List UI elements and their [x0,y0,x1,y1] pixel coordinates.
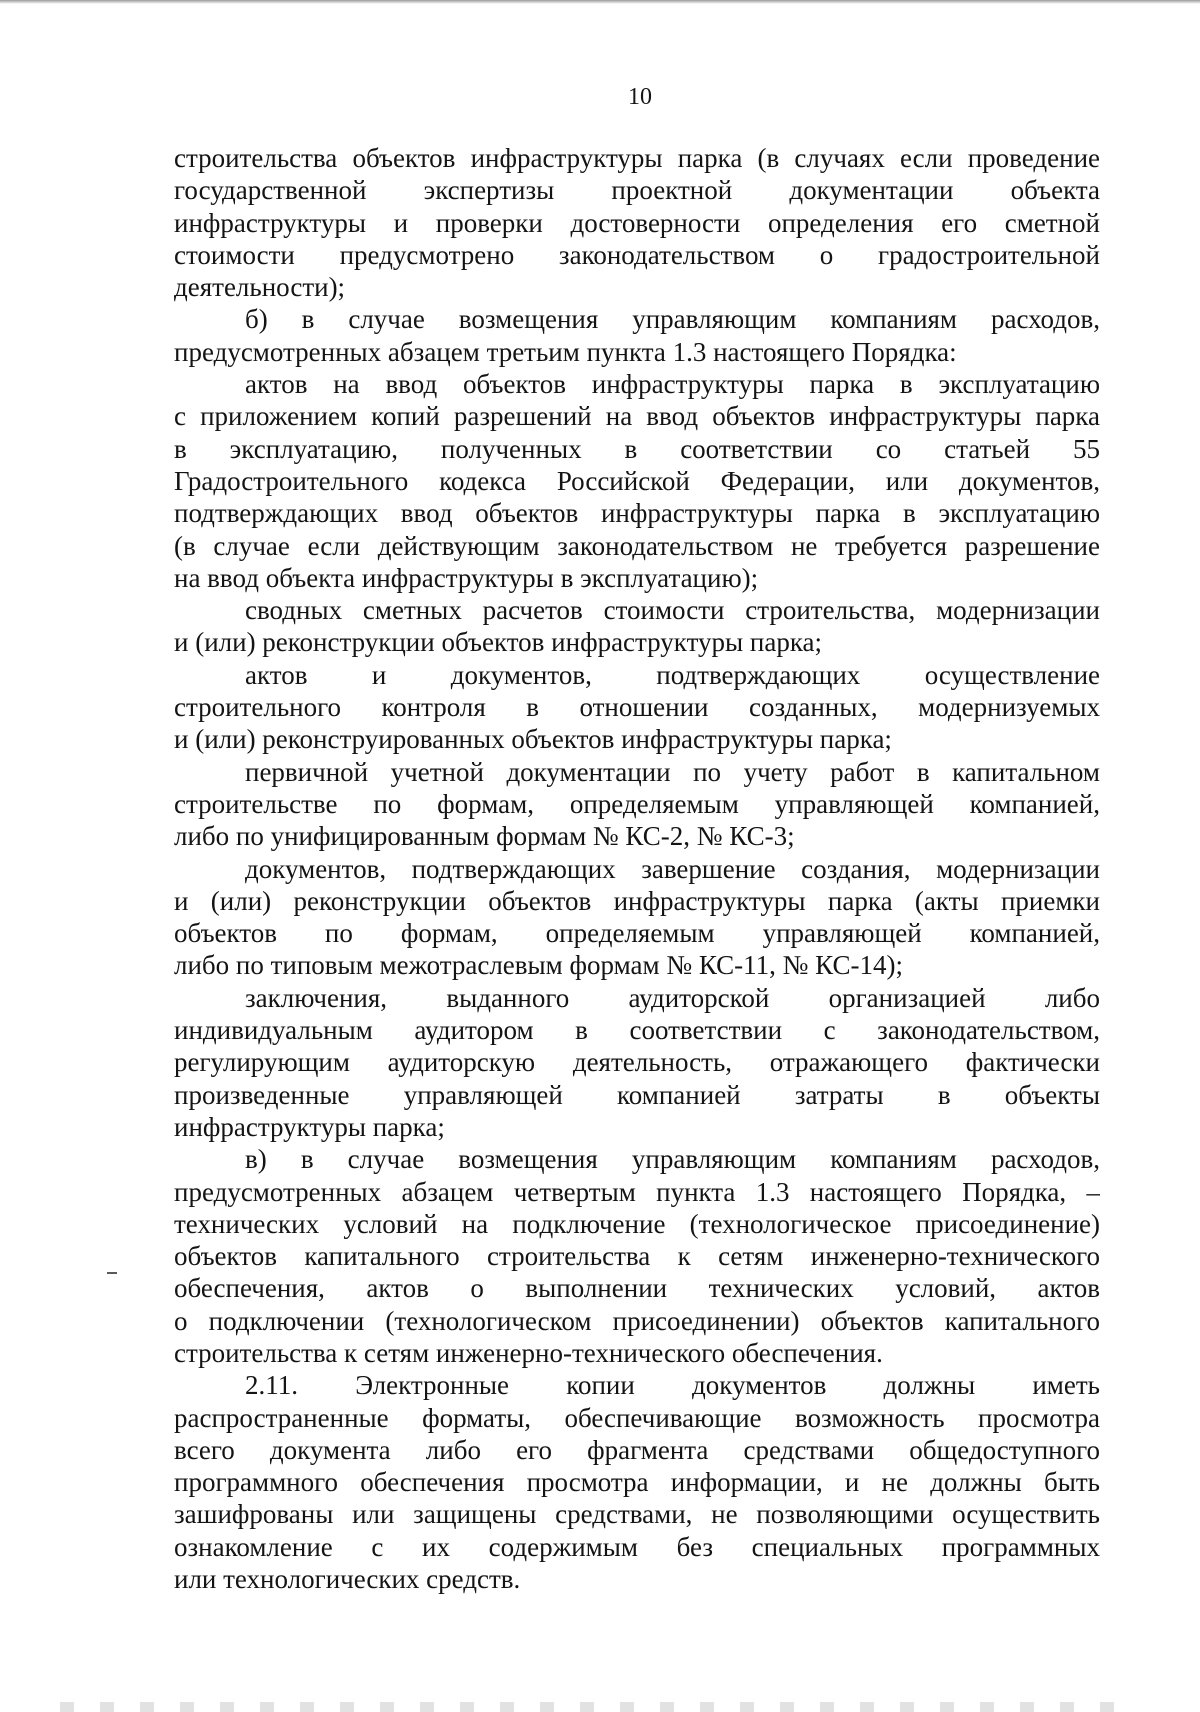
text-line: б) в случае возмещения управляющим компаниям расходов, [245,304,1100,335]
text-line: либо по типовым межотраслевым формам № КС-11, № КС-14); [174,950,903,981]
text-line: в эксплуатацию, полученных в соответствии со статьей 55 [174,433,1100,464]
text-line: на ввод объекта инфраструктуры в эксплуатацию); [174,562,759,593]
text-line: подтверждающих ввод объектов инфраструктуры парка в эксплуатацию [174,498,1100,529]
text-line: актов и документов, подтверждающих осуществление [245,659,1100,690]
text-line: стоимости предусмотрено законодательством о градостроительной [174,239,1100,270]
text-line: или технологических средств. [174,1564,521,1595]
text-line: зашифрованы или защищены средствами, не позволяющими осуществить [174,1499,1100,1530]
text-line: объектов по формам, определяемым управляющей компанией, [174,918,1100,949]
text-line: инфраструктуры и проверки достоверности определения его сметной [174,207,1100,238]
text-line: и (или) реконструированных объектов инфраструктуры парка; [174,724,892,755]
text-line: и (или) реконструкции объектов инфраструктуры парка; [174,627,823,658]
text-line: Градостроительного кодекса Российской Федерации, или документов, [174,465,1100,496]
text-line: распространенные форматы, обеспечивающие возможность просмотра [174,1402,1100,1433]
text-line: документов, подтверждающих завершение создания, модернизации [245,853,1100,884]
text-line: строительства к сетям инженерно-технического обеспечения. [174,1337,883,1368]
text-line: 2.11. Электронные копии документов должны иметь [245,1370,1100,1401]
text-line: объектов капитального строительства к сетям инженерно-технического [174,1241,1100,1272]
text-line: в) в случае возмещения управляющим компаниям расходов, [245,1144,1100,1175]
text-line: государственной экспертизы проектной документации объекта [174,175,1100,206]
text-line: строительства объектов инфраструктуры парка (в случаях если проведение [174,143,1100,173]
text-line: регулирующим аудиторскую деятельность, отражающего фактически [174,1047,1100,1078]
text-line: заключения, выданного аудиторской организацией либо [245,982,1100,1013]
text-line: и (или) реконструкции объектов инфраструктуры парка (акты приемки [174,885,1100,916]
text-line: о подключении (технологическом присоединении) объектов капитального [174,1305,1100,1336]
text-line: произведенные управляющей компанией затраты в объекты [174,1079,1100,1110]
text-line: (в случае если действующим законодательством не требуется разрешение [174,530,1100,561]
text-line: деятельности); [174,272,346,303]
text-line: первичной учетной документации по учету работ в капитальном [245,756,1100,787]
document-body [174,142,1100,1595]
text-line: предусмотренных абзацем третьим пункта 1.3 настоящего Порядка: [174,336,957,367]
text-line: либо по унифицированным формам № КС-2, № КС-3; [174,821,795,852]
text-line: актов на ввод объектов инфраструктуры парка в эксплуатацию [245,369,1100,400]
text-line: предусмотренных абзацем четвертым пункта 1.3 настоящего Порядка, – [174,1176,1100,1207]
text-line: индивидуальным аудитором в соответствии с законодательством, [174,1015,1100,1046]
text-line: сводных сметных расчетов стоимости строительства, модернизации [245,595,1100,626]
text-line: строительного контроля в отношении созданных, модернизуемых [174,692,1100,723]
margin-mark [107,1272,117,1274]
text-line: строительстве по формам, определяемым управляющей компанией, [174,788,1100,819]
text-line: инфраструктуры парка; [174,1111,445,1142]
page-number: 10 [628,84,652,110]
text-line: ознакомление с их содержимым без специальных программных [174,1531,1100,1562]
scan-bottom-edge [60,1702,1140,1712]
scan-top-edge [0,0,1200,4]
text-line: всего документа либо его фрагмента средствами общедоступного [174,1434,1100,1465]
text-line: программного обеспечения просмотра информации, и не должны быть [174,1467,1100,1498]
text-line: технических условий на подключение (технологическое присоединение) [174,1208,1100,1239]
text-line: с приложением копий разрешений на ввод объектов инфраструктуры парка [174,401,1100,432]
text-line: обеспечения, актов о выполнении технических условий, актов [174,1273,1100,1304]
